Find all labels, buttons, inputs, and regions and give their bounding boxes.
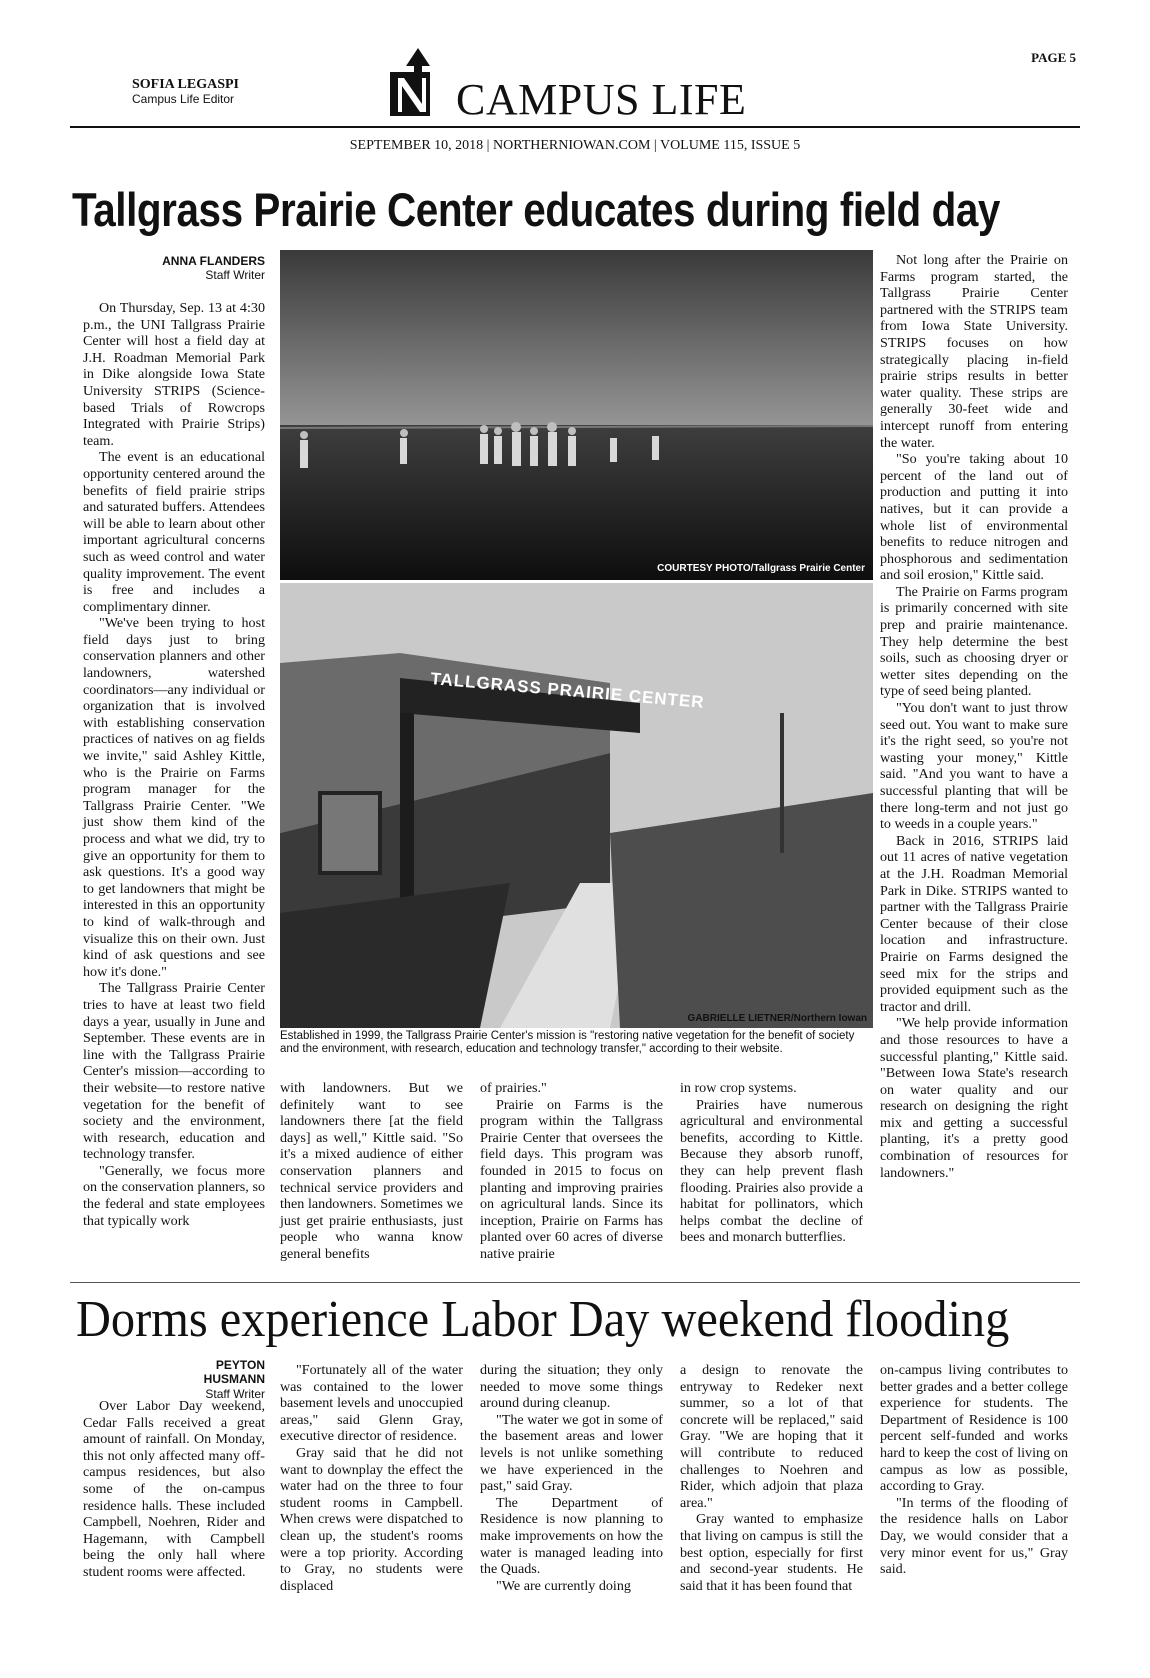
photo-credit: COURTESY PHOTO/Tallgrass Prairie Center — [657, 563, 865, 574]
section-editor — [132, 78, 239, 105]
article-headline: Tallgrass Prairie Center educates during field day — [72, 183, 1000, 236]
paragraph: "The water we got in some of the basement areas and lower levels is not unlike something we have experienced in the past," said Gray. — [480, 1411, 663, 1495]
prairie-center-image — [280, 583, 873, 1028]
article-column-4 — [680, 1080, 863, 1280]
author-name: PEYTON HUSMANN — [203, 1358, 265, 1387]
paragraph: on-campus living contributes to better grades and a better college experience for students. The Department of Residence is 100 percent self-funded and works hard to keep the cost of living on campus as low as possible, according to Gray. — [880, 1362, 1068, 1495]
photo-credit: GABRIELLE LIETNER/Northern Iowan — [687, 1013, 867, 1024]
paragraph: "You don't want to just throw seed out. You want to make sure it's the right seed, so you're not wasting your money," Kittle said. "And you want to have a successful planting that will be there long-term and not just go to weeds in a couple years." — [880, 700, 1068, 833]
paragraph: "We are currently doing — [496, 1577, 631, 1594]
paragraph: Over Labor Day weekend, Cedar Falls received a great amount of rainfall. On Monday, this not only affected many off-campus residences, but also some of the on-campus residence halls. These included Campbell, Noehren, Rider and Hagemann, with Campbell being the only hall where student rooms were affected. — [83, 1398, 265, 1580]
paragraph: "We help provide information and those resources to have a successful planting," Kittle said. "Between Iowa State's research on water quality and our research on designing the right mix and getting a successful planting, it's a pretty good combination of resources for landowners." — [880, 1015, 1068, 1181]
paragraph: On Thursday, Sep. 13 at 4:30 p.m., the UNI Tallgrass Prairie Center will host a field day at J.H. Roadman Memorial Park in Dike alongside Iowa State University STRIPS (Science-based Trials of Rowcrops Integrated with Prairie Strips) team. — [83, 300, 265, 449]
paragraph: "In terms of the flooding of the residence halls on Labor Day, we would consider that a very minor event for us," Gray said. — [880, 1494, 1068, 1578]
paragraph: of prairies." — [480, 1080, 547, 1096]
author-role: Staff Writer — [205, 1386, 265, 1401]
paragraph: "Fortunately all of the water was contained to the lower basement levels and unoccupied areas," said Glenn Gray, executive director of residence. — [280, 1362, 463, 1445]
article-column-3 — [480, 1080, 663, 1280]
field-day-photo — [280, 250, 873, 580]
author-name: ANNA FLANDERS — [162, 254, 265, 268]
paragraph: during the situation; they only needed to move some things around during cleanup. — [480, 1362, 663, 1412]
paragraph: Prairie on Farms is the program within the Tallgrass Prairie Center that oversees the field days. This program was founded in 2015 to focus on planting and improving prairies on agricultural lands. Since its inception, Prairie on Farms has planted over 60 acres of diverse native prairie — [480, 1096, 663, 1262]
paragraph: Prairies have numerous agricultural and environmental benefits, according to Kittle. Because they absorb runoff, they can help prevent flash flooding. Prairies also provide a habitat for pollinators, which helps combat the decline of bees and monarch butterflies. — [680, 1096, 863, 1246]
editor-name: SOFIA LEGASPI — [132, 77, 239, 92]
paragraph: "So you're taking about 10 percent of the land out of production and putting it into natives, but it can provide a whole list of environmental benefits to reduce nitrogen and phosphorous and sedimentation and soil erosion," Kittle said. — [880, 451, 1068, 584]
paragraph: The Department of Residence is now planning to make improvements on how the water is managed leading into the Quads. — [480, 1494, 663, 1578]
paragraph: "We've been trying to host field days just to bring conservation planners and other landowners, watershed coordinators—any individual or organization that is involved with establishing conservation practices of natives on ag fields we invite," said Ashley Kittle, who is the Prairie on Farms program manager for the Tallgrass Prairie Center. "We just show them kind of the process and what we did, try to give an opportunity for them to ask questions. It's a good way to get landowners that might be interested in this an opportunity to kind of walk-through and visualize this on their own. Just kind of ask questions and see how it's done." — [83, 615, 265, 980]
dateline: SEPTEMBER 10, 2018 | NORTHERNIOWAN.COM | VOLUME 115, ISSUE 5 — [349, 138, 801, 153]
paragraph: Gray wanted to emphasize that living on campus is still the best option, especially for first and second-year students. He said that it has been found that — [680, 1511, 863, 1594]
page-number: PAGE 5 — [1031, 50, 1076, 65]
article-column-2 — [280, 1080, 463, 1280]
article-column-3 — [480, 1362, 663, 1662]
newspaper-logo-icon — [388, 48, 448, 118]
article-column-4 — [680, 1362, 863, 1662]
paragraph: in row crop systems. — [680, 1080, 797, 1096]
editor-role: Campus Life Editor — [132, 91, 235, 106]
article-column-5 — [880, 1362, 1068, 1662]
photo-caption: Established in 1999, the Tallgrass Prairie Center's mission is "restoring native vegetation for the benefit of society and the environment, with research, education and technology transfer," according to their website. — [280, 1030, 855, 1055]
paragraph: Not long after the Prairie on Farms program started, the Tallgrass Prairie Center partnered with the STRIPS team from Iowa State University. STRIPS focuses on how strategically placing in-field prairie strips results in better water quality. These strips are generally 30-feet wide and intercept runoff from entering the water. — [880, 252, 1068, 451]
paragraph: The Tallgrass Prairie Center tries to have at least two field days a year, usually in June and September. These events are in line with the Tallgrass Prairie Center's mission—according to their website—to restore native vegetation for the benefit of society and the environment, with research, education and technology transfer. — [83, 980, 265, 1163]
paragraph: Back in 2016, STRIPS laid out 11 acres of native vegetation at the J.H. Roadman Memorial Park in Dike. STRIPS wanted to partner with the Tallgrass Prairie Center because of their close location and infrastructure. Prairie on Farms designed the seed mix for the strips and provided equipment such as the tractor and drill. — [880, 832, 1068, 1015]
article-column-1 — [83, 300, 265, 1300]
section-title: CAMPUS LIFE — [456, 75, 747, 124]
byline — [160, 254, 265, 283]
article-headline: Dorms experience Labor Day weekend flooding — [76, 1291, 1010, 1348]
article-column-1 — [83, 1398, 265, 1668]
paragraph: The event is an educational opportunity centered around the benefits of field prairie strips and saturated buffers. Attendees will be able to learn about other important agricultural concerns such as weed control and water quality improvement. The event is free and includes a complimentary dinner. — [83, 449, 265, 615]
building-sign: TALLGRASS PRAIRIE CENTER — [429, 669, 706, 712]
article-column-2 — [280, 1362, 463, 1662]
field-day-image — [280, 250, 873, 580]
paragraph: The Prairie on Farms program is primarily concerned with site prep and prairie maintenance. They help determine the best soils, such as choosing dryer or wetter sites depending on the type of seed being planted. — [880, 583, 1068, 700]
byline — [160, 1358, 265, 1401]
paragraph: with landowners. But we definitely want to see landowners there [at the field days] as well," Kittle said. "So it's a mixed audience of either conservation planners and technical service providers and then landowners. Sometimes we just get prairie enthusiasts, just people who wanna know general benefits — [280, 1080, 463, 1262]
article-divider — [70, 1282, 1080, 1283]
header-rule — [70, 126, 1080, 128]
prairie-center-photo — [280, 583, 873, 1028]
paragraph: a design to renovate the entryway to Redeker next summer, so a lot of that concrete will be replaced," said Gray. "We are hoping that it will contribute to reduced challenges to Noehren and Rider, which adjoin that plaza area." — [680, 1362, 863, 1511]
paragraph: "Generally, we focus more on the conservation planners, so the federal and state employees that typically work — [83, 1162, 265, 1229]
article-column-5 — [880, 252, 1068, 1292]
author-role: Staff Writer — [205, 268, 265, 283]
paragraph: Gray said that he did not want to downplay the effect the water had on the three to four student rooms in Campbell. When crews were dispatched to clean up, the student's rooms were a top priority. According to Gray, no students were displaced — [280, 1444, 463, 1594]
